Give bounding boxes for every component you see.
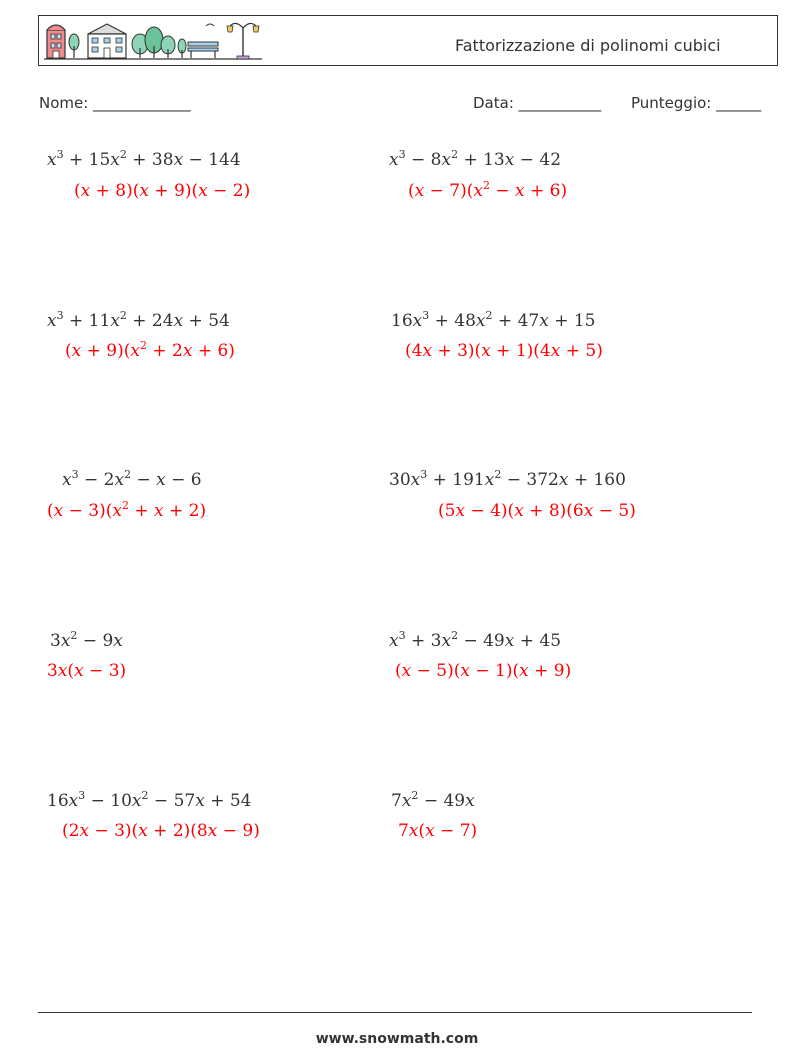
footer-divider: [38, 1012, 752, 1013]
problem-10: [391, 791, 475, 811]
variable: x: [481, 341, 491, 361]
variable: x: [74, 661, 84, 681]
term: − 144: [183, 150, 241, 170]
exponent: 2: [451, 148, 459, 161]
trees-icon: [132, 27, 186, 58]
problem-4: [391, 311, 595, 331]
variable: x: [465, 791, 475, 811]
variable: x: [441, 150, 452, 170]
term: + 1)(4: [490, 341, 551, 361]
exponent: 2: [139, 339, 147, 352]
term: + 54: [183, 311, 230, 331]
variable: x: [558, 470, 569, 490]
exponent: 2: [119, 309, 127, 322]
exponent: 3: [71, 468, 79, 481]
answer-6: [438, 501, 636, 521]
tree-icon: [69, 34, 79, 58]
term: + 6): [524, 181, 568, 201]
variable: x: [515, 181, 525, 201]
term: + 2)(8: [147, 821, 208, 841]
exponent: 2: [482, 179, 490, 192]
variable: x: [195, 791, 205, 811]
term: + 2: [146, 341, 183, 361]
footer-url: www.snowmath.com: [315, 1031, 479, 1047]
term: −: [131, 470, 157, 490]
term: − 6: [165, 470, 202, 490]
variable: x: [475, 311, 486, 331]
problem-9: [47, 791, 251, 811]
term: − 7)(: [424, 181, 474, 201]
name-blank: _____________: [93, 94, 191, 112]
variable: x: [110, 150, 120, 170]
variable: x: [62, 470, 72, 490]
variable: x: [389, 150, 399, 170]
term: 7: [398, 821, 409, 841]
term: + 191: [427, 470, 485, 490]
term: + 2): [163, 501, 207, 521]
answer-5: [47, 501, 206, 521]
variable: x: [401, 661, 412, 681]
term: + 9): [528, 661, 572, 681]
variable: x: [583, 501, 594, 521]
exponent: 2: [70, 629, 78, 642]
problem-6: [389, 470, 626, 490]
answer-10: [398, 821, 477, 841]
date-blank: ___________: [518, 94, 602, 112]
variable: x: [389, 631, 399, 651]
exponent: 2: [411, 789, 419, 802]
answer-2: [408, 181, 567, 201]
term: − 4)(: [465, 501, 515, 521]
term: + 3: [405, 631, 442, 651]
variable: x: [473, 181, 483, 201]
term: + 9)(: [148, 181, 199, 201]
term: + 47: [492, 311, 540, 331]
variable: x: [138, 821, 148, 841]
lamp-icon: [206, 23, 259, 59]
exponent: 2: [451, 629, 459, 642]
term: − 57: [148, 791, 196, 811]
term: + 6): [192, 341, 235, 361]
exponent: 3: [56, 148, 64, 161]
term: − 42: [514, 150, 562, 170]
term: + 3)(: [432, 341, 482, 361]
variable: x: [539, 311, 549, 331]
term: (: [395, 661, 402, 681]
term: + 5): [560, 341, 603, 361]
variable: x: [207, 821, 218, 841]
problem-8: [389, 631, 561, 651]
building-icon: [88, 24, 126, 58]
term: + 54: [204, 791, 252, 811]
name-field: [39, 94, 191, 112]
date-label: Data:: [473, 94, 519, 112]
variable: x: [156, 470, 166, 490]
exponent: 3: [398, 629, 406, 642]
term: − 49: [458, 631, 505, 651]
variable: x: [110, 311, 120, 331]
term: + 8)(6: [523, 501, 584, 521]
variable: x: [60, 631, 71, 651]
term: (: [408, 181, 415, 201]
variable: x: [519, 661, 529, 681]
variable: x: [71, 341, 82, 361]
term: + 45: [514, 631, 562, 651]
term: − 1)(: [469, 661, 520, 681]
variable: x: [550, 341, 561, 361]
variable: x: [401, 791, 412, 811]
term: 7: [391, 791, 402, 811]
score-field: [631, 94, 761, 112]
term: − 8: [405, 150, 442, 170]
term: (2: [62, 821, 80, 841]
score-blank: ______: [716, 94, 762, 112]
variable: x: [112, 501, 122, 521]
variable: x: [410, 470, 421, 490]
term: − 7): [434, 821, 478, 841]
term: + 11: [63, 311, 111, 331]
term: +: [128, 501, 155, 521]
variable: x: [80, 181, 91, 201]
variable: x: [422, 341, 433, 361]
variable: x: [198, 181, 208, 201]
term: − 49: [418, 791, 466, 811]
variable: x: [460, 661, 470, 681]
variable: x: [455, 501, 466, 521]
problem-7: [50, 631, 123, 651]
name-label: Nome:: [39, 94, 94, 112]
answer-8: [395, 661, 571, 681]
term: − 9: [77, 631, 114, 651]
term: + 15: [63, 150, 111, 170]
variable: x: [79, 821, 90, 841]
problem-2: [389, 150, 561, 170]
exponent: 2: [494, 468, 502, 481]
variable: x: [114, 470, 125, 490]
term: −: [489, 181, 516, 201]
answer-3: [65, 341, 235, 361]
exponent: 2: [141, 789, 149, 802]
term: (4: [405, 341, 423, 361]
variable: x: [53, 501, 64, 521]
variable: x: [504, 150, 515, 170]
variable: x: [68, 791, 79, 811]
term: (: [65, 341, 72, 361]
term: − 5)(: [411, 661, 461, 681]
exponent: 3: [398, 148, 406, 161]
date-field: [473, 94, 601, 112]
score-label: Punteggio:: [631, 94, 717, 112]
term: (5: [438, 501, 456, 521]
variable: x: [139, 181, 149, 201]
variable: x: [57, 661, 68, 681]
exponent: 3: [78, 789, 86, 802]
bench-icon: [188, 42, 218, 58]
term: − 9): [217, 821, 260, 841]
answer-7: [47, 661, 126, 681]
variable: x: [47, 150, 57, 170]
term: − 3)(: [63, 501, 113, 521]
variable: x: [47, 311, 57, 331]
exponent: 2: [485, 309, 493, 322]
term: (: [67, 661, 75, 681]
variable: x: [131, 791, 142, 811]
term: + 13: [458, 150, 505, 170]
variable: x: [154, 501, 164, 521]
exponent: 2: [124, 468, 132, 481]
term: 3: [50, 631, 61, 651]
term: + 8)(: [90, 181, 140, 201]
term: + 9)(: [81, 341, 131, 361]
logo: [44, 18, 264, 64]
variable: x: [484, 470, 495, 490]
term: + 48: [429, 311, 476, 331]
term: − 3): [83, 661, 127, 681]
problem-1: [47, 150, 241, 170]
variable: x: [414, 181, 425, 201]
term: − 3)(: [89, 821, 139, 841]
variable: x: [514, 501, 524, 521]
term: 30: [389, 470, 411, 490]
term: (: [418, 821, 426, 841]
variable: x: [425, 821, 435, 841]
term: + 38: [126, 150, 174, 170]
term: + 15: [548, 311, 596, 331]
term: 3: [47, 661, 58, 681]
variable: x: [173, 150, 184, 170]
problem-5: [62, 470, 202, 490]
answer-9: [62, 821, 260, 841]
problem-3: [47, 311, 230, 331]
exponent: 2: [119, 148, 127, 161]
variable: x: [113, 631, 123, 651]
term: − 10: [85, 791, 132, 811]
term: − 2: [78, 470, 115, 490]
term: − 2): [207, 181, 251, 201]
variable: x: [504, 631, 515, 651]
exponent: 3: [56, 309, 64, 322]
term: 16: [391, 311, 413, 331]
exponent: 3: [420, 468, 428, 481]
worksheet-title: Fattorizzazione di polinomi cubici: [455, 36, 721, 55]
variable: x: [412, 311, 423, 331]
term: (: [47, 501, 54, 521]
variable: x: [173, 311, 184, 331]
term: + 24: [126, 311, 174, 331]
house-icon: [47, 25, 65, 58]
answer-4: [405, 341, 603, 361]
term: − 5): [593, 501, 636, 521]
variable: x: [441, 631, 452, 651]
answer-1: [74, 181, 250, 201]
variable: x: [408, 821, 419, 841]
variable: x: [182, 341, 193, 361]
term: − 372: [501, 470, 559, 490]
term: (: [74, 181, 81, 201]
exponent: 2: [121, 499, 129, 512]
term: 16: [47, 791, 69, 811]
variable: x: [130, 341, 140, 361]
term: + 160: [568, 470, 626, 490]
exponent: 3: [422, 309, 430, 322]
